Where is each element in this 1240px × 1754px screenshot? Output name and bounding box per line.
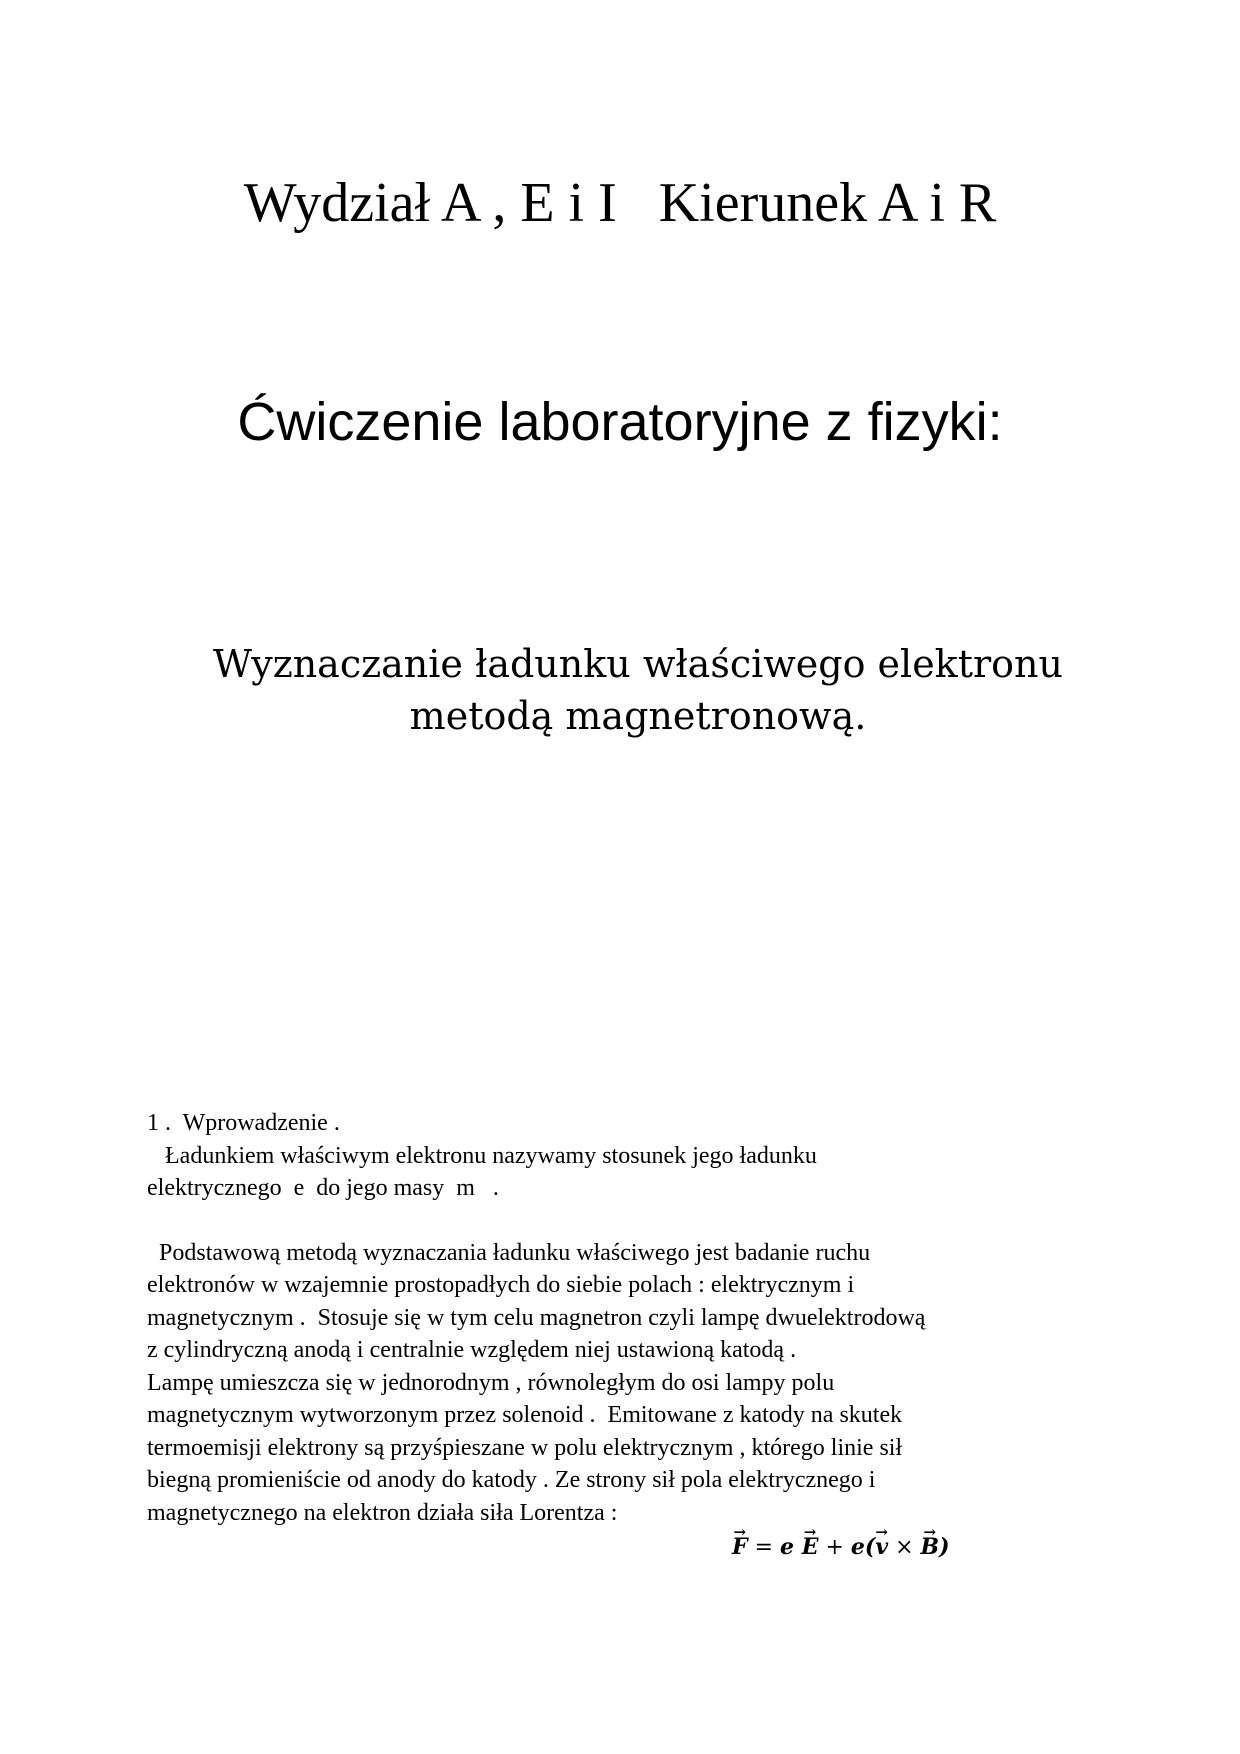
- paragraph-line: biegną promieniście od anody do katody . Ze strony sił pola elektrycznego i: [147, 1467, 876, 1493]
- intro-line: elektrycznego e do jego masy m .: [147, 1175, 499, 1201]
- section-introduction: [147, 1107, 1107, 1529]
- intro-line: Ładunkiem właściwym elektronu nazywamy stosunek jego ładunku: [147, 1142, 817, 1169]
- paragraph-line: termoemisji elektrony są przyśpieszane w polu elektrycznym , którego linie sił: [147, 1434, 903, 1461]
- paragraph-line: magnetycznym . Stosuje się w tym celu magnetron czyli lampę dwuelektrodową: [147, 1304, 926, 1331]
- paragraph-gap: [147, 1205, 1107, 1237]
- vector-magnetic-field: → B: [921, 1532, 940, 1562]
- section-heading: 1 . Wprowadzenie .: [147, 1110, 340, 1136]
- close-paren: ): [939, 1534, 950, 1560]
- exercise-title: Ćwiczenie laboratoryjne z fizyki:: [237, 392, 1003, 452]
- paragraph-line: z cylindryczną anodą i centralnie względem niej ustawioną katodą .: [147, 1337, 797, 1363]
- cross-sign: ×: [888, 1535, 921, 1560]
- subtitle-line-1: Wyznaczanie ładunku właściwego elektronu: [213, 642, 1063, 686]
- plus-sign: +: [818, 1535, 851, 1560]
- paragraph-line: Podstawową metodą wyznaczania ładunku właściwego jest badanie ruchu: [147, 1239, 871, 1266]
- lorentz-force-formula: [732, 1532, 950, 1563]
- exercise-subtitle: [148, 638, 1128, 742]
- vector-velocity: → v: [875, 1532, 888, 1562]
- subtitle-line-2: metodą magnetronową.: [409, 694, 867, 738]
- paragraph-line: Lampę umieszcza się w jednorodnym , równoległym do osi lampy polu: [147, 1369, 835, 1396]
- equals-sign: =: [747, 1535, 781, 1560]
- vector-electric-field: → E: [802, 1532, 819, 1562]
- paragraph-line: magnetycznego na elektron działa siła Lorentza :: [147, 1499, 618, 1526]
- charge-symbol: e: [780, 1534, 802, 1560]
- paragraph-line: elektronów w wzajemnie prostopadłych do siebie polach : elektrycznym i: [147, 1272, 855, 1298]
- paragraph-line: magnetycznym wytworzonym przez solenoid . Emitowane z katody na skutek: [147, 1402, 903, 1428]
- charge-paren: e(: [850, 1534, 876, 1560]
- faculty-heading: Wydział A , E i I Kierunek A i R: [243, 172, 997, 234]
- vector-force: → F: [732, 1532, 748, 1562]
